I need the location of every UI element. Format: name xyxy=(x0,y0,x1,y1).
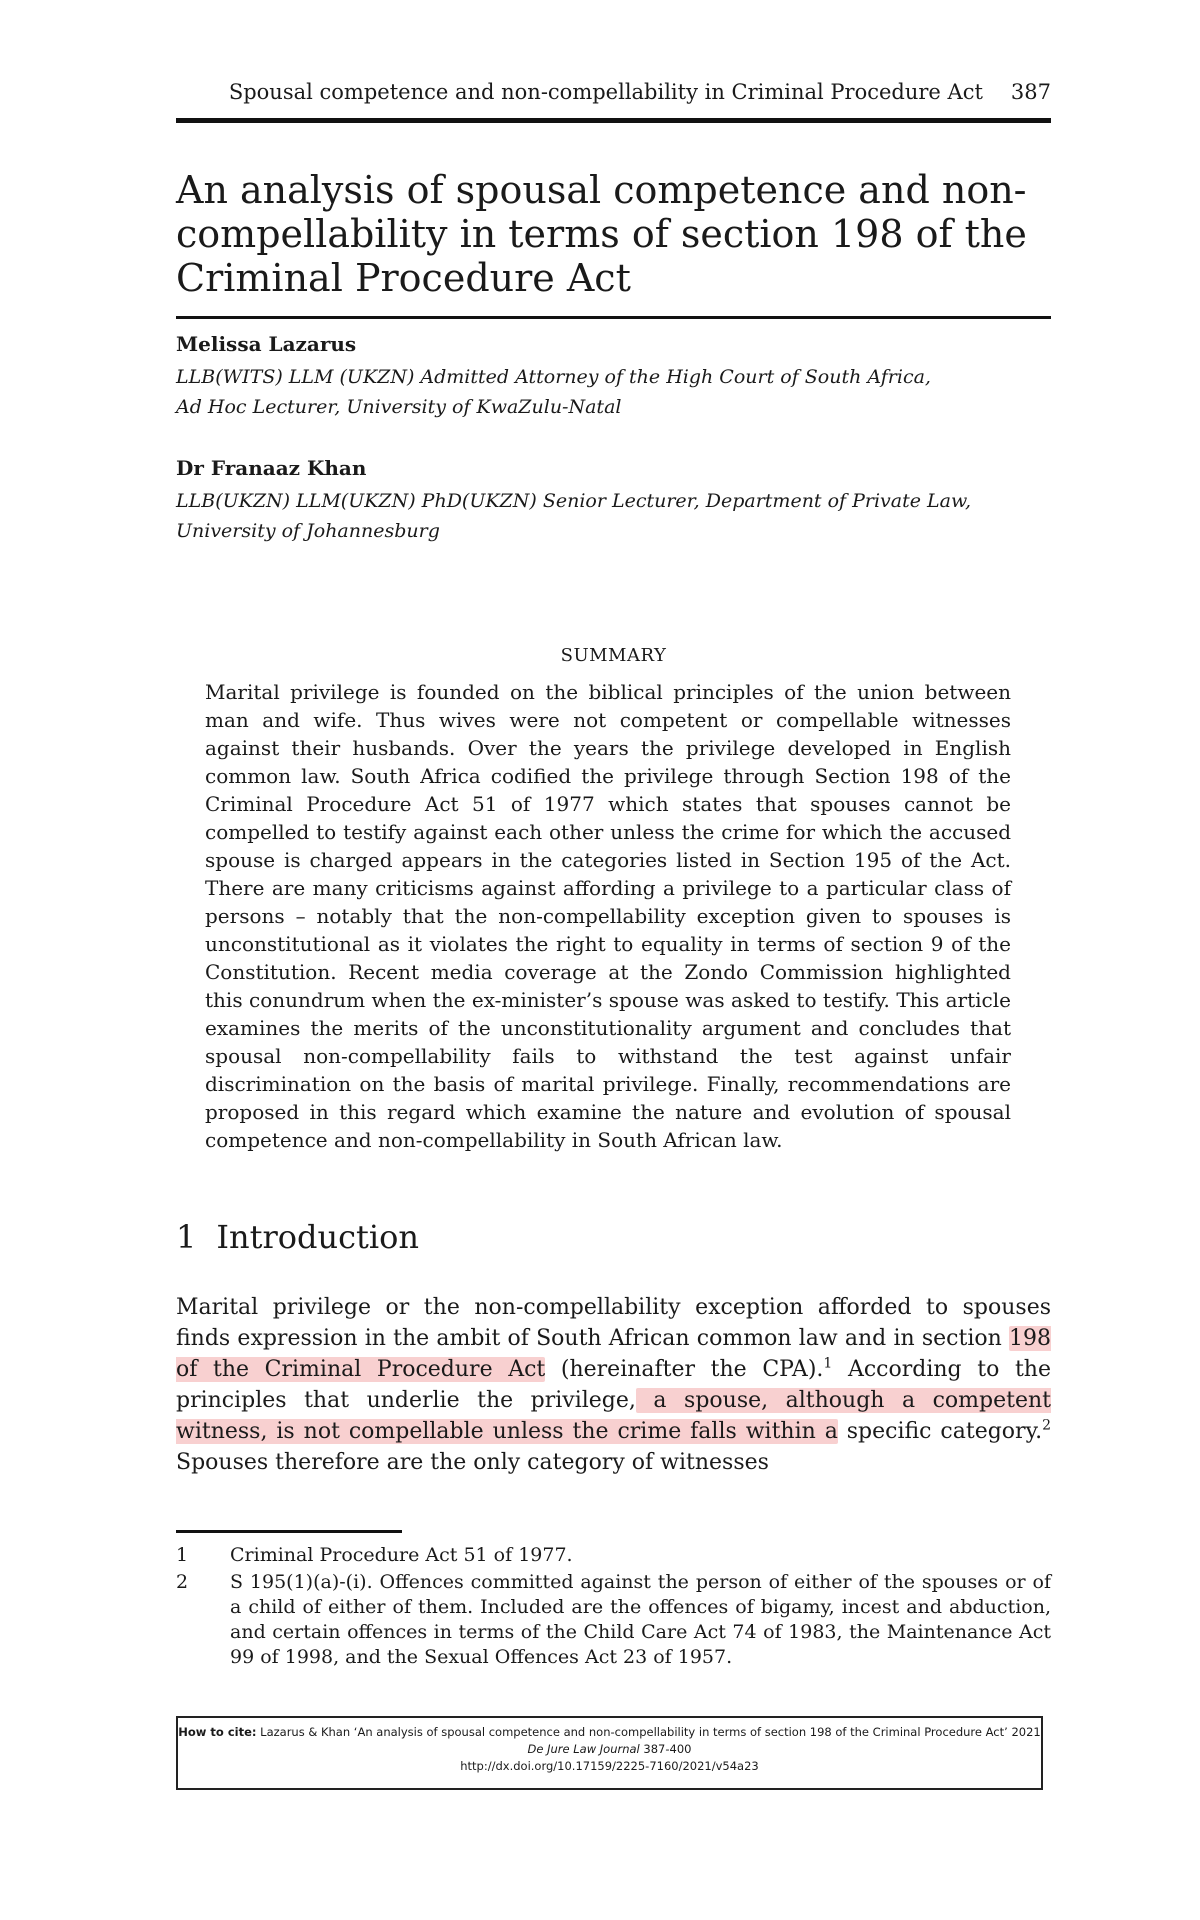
citation-line xyxy=(178,1724,1041,1758)
running-head-title: Spousal competence and non-compellability in Criminal Procedure Act xyxy=(228,80,983,104)
section-number: 1 xyxy=(176,1218,197,1256)
citation-text-2: 387-400 xyxy=(639,1742,692,1756)
footnotes xyxy=(176,1543,1051,1672)
footnote-rule xyxy=(176,1530,402,1533)
citation-doi[interactable]: http://dx.doi.org/10.17159/2225-7160/2021/v54a23 xyxy=(460,1759,759,1773)
summary-heading: SUMMARY xyxy=(560,645,667,666)
article-title: An analysis of spousal competence and non-compellability in terms of section 198 of the Criminal Procedure Act xyxy=(176,168,1027,300)
section-title: Introduction xyxy=(216,1218,420,1256)
intro-text-d: specific category. xyxy=(837,1419,1043,1444)
intro-text-e: Spouses therefore are the only category of witnesses xyxy=(176,1450,769,1475)
author-affiliation-1-line1: LLB(WITS) LLM (UKZN) Admitted Attorney of the High Court of South Africa, xyxy=(176,366,931,388)
header-rule xyxy=(176,118,1051,123)
author-affiliation-1-line2: Ad Hoc Lecturer, University of KwaZulu-Natal xyxy=(176,396,622,418)
footnote-text: S 195(1)(a)-(i). Offences committed against the person of either of the spouses or of a child of either of them. Included are the offences of bigamy, incest and abduction, and certain offences in terms of the Child Care Act 74 of 1983, the Maintenance Act 99 of 1998, and the Sexual Offences Act 23 of 1957. xyxy=(230,1571,1051,1668)
footnote-number: 2 xyxy=(176,1571,189,1593)
author-name-2: Dr Franaaz Khan xyxy=(176,456,367,480)
intro-paragraph xyxy=(176,1292,1051,1478)
footnote-ref-2[interactable]: 2 xyxy=(1042,1417,1051,1434)
footnote-text: Criminal Procedure Act 51 of 1977. xyxy=(230,1544,573,1566)
author-name-1: Melissa Lazarus xyxy=(176,332,357,356)
author-affiliation-2-line2: University of Johannesburg xyxy=(176,520,440,542)
author-affiliation-1 xyxy=(176,362,996,422)
citation-label: How to cite: xyxy=(178,1725,257,1739)
author-affiliation-2-line1: LLB(UKZN) LLM(UKZN) PhD(UKZN) Senior Lecturer, Department of Private Law, xyxy=(176,490,972,512)
footnote-ref-1[interactable]: 1 xyxy=(823,1355,833,1372)
citation-text-1: Lazarus & Khan ‘An analysis of spousal competence and non-compellability in terms of section 198 of the Criminal Procedure Act’ 2021 xyxy=(256,1725,1041,1739)
intro-text-b: (hereinafter the CPA). xyxy=(545,1357,824,1382)
intro-text-a: Marital privilege or the non-compellability exception afforded to spouses finds expression in the ambit of South African common law and in section xyxy=(176,1295,1051,1351)
title-rule xyxy=(176,316,1051,319)
footnote-number: 1 xyxy=(176,1544,189,1566)
citation-box xyxy=(176,1716,1043,1790)
highlight-spouse: a spouse, although a competent witness, is not compellable unless the crime falls within a xyxy=(176,1388,1051,1444)
footnote xyxy=(176,1570,1051,1670)
author-affiliation-2 xyxy=(176,486,996,546)
highlight-cpa: 198 of the Criminal Procedure Act xyxy=(176,1326,1051,1382)
citation-journal: De Jure Law Journal xyxy=(527,1742,640,1756)
intro-text-c: According to the principles that underlie the privilege, xyxy=(176,1357,1051,1413)
page-number: 387 xyxy=(1010,80,1051,104)
running-head xyxy=(176,78,1051,106)
footnote xyxy=(176,1543,1051,1568)
section-heading xyxy=(176,1218,419,1256)
summary-text: Marital privilege is founded on the biblical principles of the union between man and wife. Thus wives were not competent or compellable witnesses against their husbands. Over the years the privilege developed in English common law. South Africa codified the privilege through Section 198 of the Criminal Procedure Act 51 of 1977 which states that spouses cannot be compelled to testify against each other unless the crime for which the accused spouse is charged appears in the categories listed in Section 195 of the Act. There are many criticisms against affording a privilege to a particular class of persons – notably that the non-compellability exception given to spouses is unconstitutional as it violates the right to equality in terms of section 9 of the Constitution. Recent media coverage at the Zondo Commission highlighted this conundrum when the ex-minister’s spouse was asked to testify. This article examines the merits of the unconstitutionality argument and concludes that spousal non-compellability fails to withstand the test against unfair discrimination on the basis of marital privilege. Finally, recommendations are proposed in this regard which examine the nature and evolution of spousal competence and non-compellability in South African law. xyxy=(205,680,1011,1152)
